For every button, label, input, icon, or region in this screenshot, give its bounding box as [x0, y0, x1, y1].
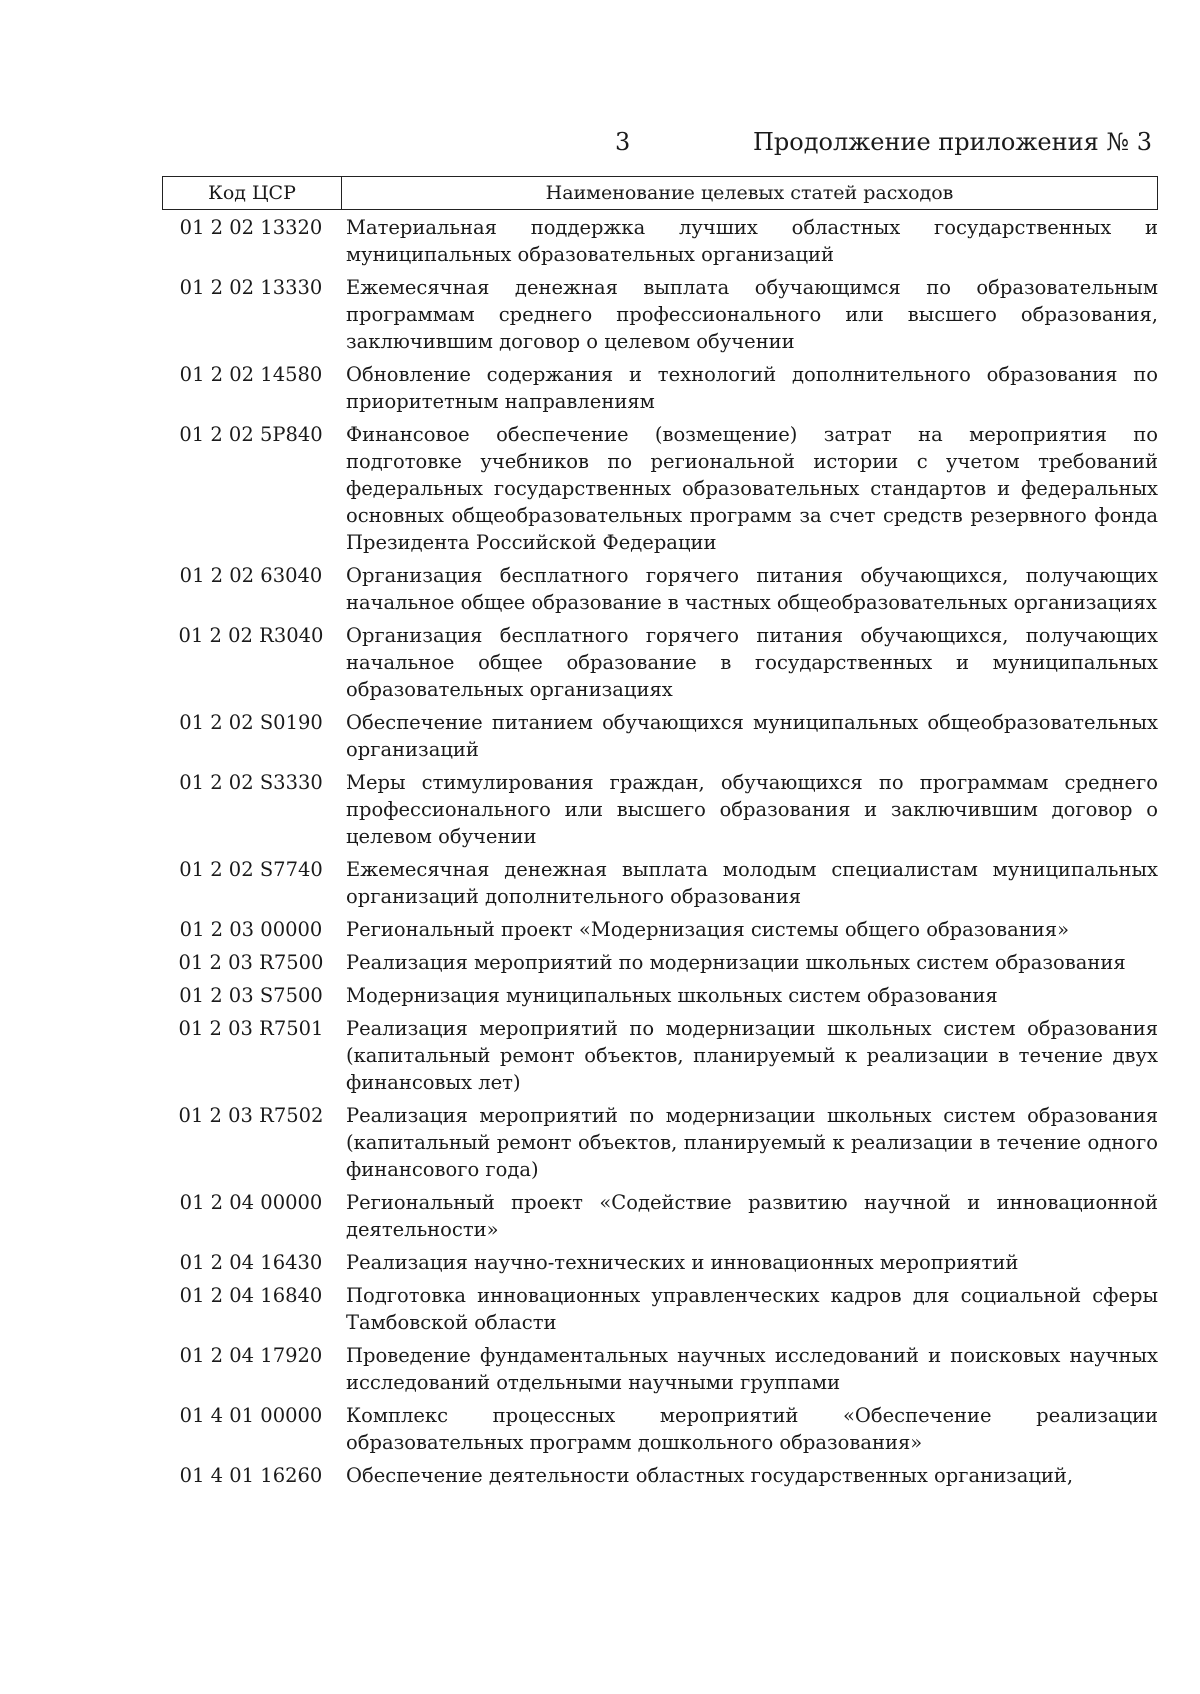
table-row	[162, 982, 1158, 1009]
appendix-title: Продолжение приложения № 3	[752, 128, 1152, 156]
row-name: Меры стимулирования граждан, обучающихся по программам среднего профессионального или высшего образования и заключившим договор о целевом обучении	[346, 771, 1158, 848]
table-header	[162, 176, 1158, 210]
row-name: Ежемесячная денежная выплата обучающимся по образовательным программам среднего профессионального или высшего образования, заключившим договор о целевом обучении	[346, 276, 1158, 353]
row-code: 01 2 02 S0190	[179, 711, 323, 734]
row-name: Подготовка инновационных управленческих кадров для социальной сферы Тамбовской области	[346, 1284, 1158, 1334]
row-code: 01 2 02 5P840	[179, 423, 323, 446]
row-name: Финансовое обеспечение (возмещение) затрат на мероприятия по подготовке учебников по региональной истории с учетом требований федеральных государственных образовательных стандартов и федеральных основных общеобразовательных программ за счет средств резервного фонда Президента Российской Федерации	[346, 423, 1158, 554]
table-row	[162, 562, 1158, 616]
row-code: 01 2 03 R7500	[178, 951, 324, 974]
row-code: 01 2 02 13320	[179, 216, 323, 239]
table-row	[162, 1462, 1158, 1489]
row-code: 01 2 04 17920	[179, 1344, 323, 1367]
row-code: 01 4 01 00000	[179, 1404, 323, 1427]
row-code: 01 2 03 R7501	[178, 1017, 324, 1040]
table-row	[162, 1102, 1158, 1183]
row-name: Обновление содержания и технологий дополнительного образования по приоритетным направлениям	[346, 363, 1158, 413]
table-row	[162, 421, 1158, 556]
table-row	[162, 214, 1158, 268]
row-code: 01 2 04 00000	[179, 1191, 323, 1214]
row-code: 01 4 01 16260	[179, 1464, 323, 1487]
row-name: Обеспечение питанием обучающихся муниципальных общеобразовательных организаций	[346, 711, 1158, 761]
expense-articles-table	[162, 176, 1158, 1495]
row-name: Организация бесплатного горячего питания обучающихся, получающих начальное общее образование в государственных и муниципальных образовательных организациях	[346, 624, 1158, 701]
table-body	[162, 214, 1158, 1489]
row-name: Комплекс процессных мероприятий «Обеспечение реализации образовательных программ дошкольного образования»	[346, 1404, 1158, 1454]
row-name: Реализация мероприятий по модернизации школьных систем образования (капитальный ремонт объектов, планируемый к реализации в течение одного финансового года)	[346, 1104, 1158, 1181]
row-name: Модернизация муниципальных школьных систем образования	[346, 984, 998, 1007]
row-name: Региональный проект «Модернизация системы общего образования»	[346, 918, 1069, 941]
table-row	[162, 361, 1158, 415]
table-row	[162, 1342, 1158, 1396]
table-row	[162, 1015, 1158, 1096]
row-name: Реализация научно-технических и инновационных мероприятий	[346, 1251, 1019, 1274]
table-row	[162, 622, 1158, 703]
row-name: Проведение фундаментальных научных исследований и поисковых научных исследований отдельными научными группами	[346, 1344, 1158, 1394]
table-row	[162, 1249, 1158, 1276]
row-code: 01 2 03 R7502	[178, 1104, 324, 1127]
row-code: 01 2 02 R3040	[178, 624, 324, 647]
table-row	[162, 769, 1158, 850]
row-name: Обеспечение деятельности областных государственных организаций,	[346, 1464, 1074, 1487]
row-name: Реализация мероприятий по модернизации школьных систем образования (капитальный ремонт объектов, планируемый к реализации в течение двух финансовых лет)	[346, 1017, 1158, 1094]
row-code: 01 2 04 16430	[179, 1251, 323, 1274]
row-name: Ежемесячная денежная выплата молодым специалистам муниципальных организаций дополнительного образования	[346, 858, 1158, 908]
row-code: 01 2 02 S3330	[179, 771, 323, 794]
row-code: 01 2 03 S7500	[179, 984, 323, 1007]
column-header-code: Код ЦСР	[163, 177, 342, 209]
page-number: 3	[615, 128, 631, 156]
table-row	[162, 1402, 1158, 1456]
row-code: 01 2 03 00000	[179, 918, 323, 941]
page-header	[0, 128, 1200, 168]
table-row	[162, 949, 1158, 976]
row-code: 01 2 02 63040	[179, 564, 323, 587]
row-code: 01 2 02 S7740	[179, 858, 323, 881]
table-row	[162, 1189, 1158, 1243]
table-row	[162, 856, 1158, 910]
table-row	[162, 709, 1158, 763]
row-name: Региональный проект «Содействие развитию научной и инновационной деятельности»	[346, 1191, 1158, 1241]
table-row	[162, 1282, 1158, 1336]
row-code: 01 2 02 14580	[179, 363, 323, 386]
row-code: 01 2 02 13330	[179, 276, 323, 299]
row-name: Организация бесплатного горячего питания обучающихся, получающих начальное общее образование в частных общеобразовательных организациях	[346, 564, 1158, 614]
table-row	[162, 274, 1158, 355]
column-header-name: Наименование целевых статей расходов	[545, 182, 954, 204]
table-row	[162, 916, 1158, 943]
row-name: Реализация мероприятий по модернизации школьных систем образования	[346, 951, 1126, 974]
row-name: Материальная поддержка лучших областных государственных и муниципальных образовательных организаций	[346, 216, 1158, 266]
row-code: 01 2 04 16840	[179, 1284, 323, 1307]
